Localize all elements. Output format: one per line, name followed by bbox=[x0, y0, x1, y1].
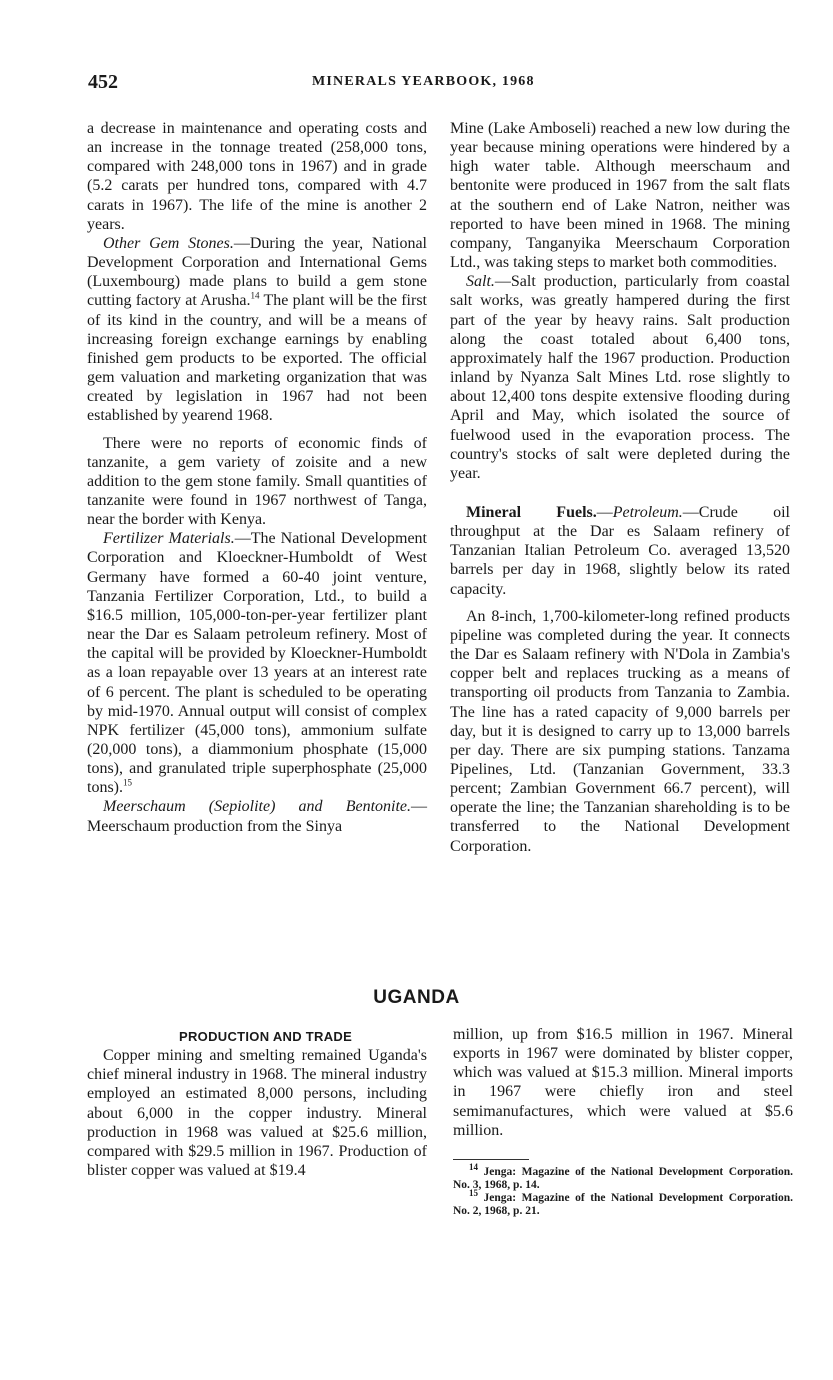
section-title: UGANDA bbox=[373, 987, 460, 1008]
right-column-bottom bbox=[453, 1025, 793, 1218]
left-column-top bbox=[87, 119, 427, 836]
paragraph-mineral-fuels bbox=[450, 503, 790, 599]
footnote-rule bbox=[453, 1159, 529, 1160]
paragraph: Mine (Lake Amboseli) reached a new low during the year because mining operations were hindered by a high water table. Although meerschaum and bentonite were produced in 1967 from the salt flats at the southern end of Lake Natron, neither was reported to have been mined in 1968. The mining company, Tanganyika Meerschaum Corporation Ltd., was taking steps to market both commodities. bbox=[450, 120, 790, 272]
left-column-bottom bbox=[87, 1025, 427, 1180]
paragraph-salt bbox=[450, 272, 790, 483]
paragraph: There were no reports of economic finds of tanzanite, a gem variety of zoisite and a new addition to the gem stone family. Small quantities of tanzanite were found in 1967 northwest of Tanga, near the border with Kenya. bbox=[87, 434, 427, 529]
paragraph-meerschaum bbox=[87, 797, 427, 835]
paragraph-text: —Salt production, particularly from coastal salt works, was greatly hampered during the first part of the year by heavy rains. Salt production along the coast totaled about 6,400 tons, approximately half the 1967 production. Production inland by Nyanza Salt Mines Ltd. rose slightly to about 12,400 tons despite extensive flooding during April and May, which isolated the source of fuelwood used in the evaporation process. The country's stocks of salt were depleted during the year. bbox=[450, 273, 790, 482]
run-in-heading: Other Gem Stones. bbox=[103, 234, 234, 252]
run-in-heading: Salt. bbox=[466, 273, 495, 291]
run-in-heading: Meerschaum (Sepiolite) and Bentonite. bbox=[103, 798, 411, 816]
section-heading: Mineral Fuels. bbox=[466, 503, 597, 521]
paragraph-fertilizer bbox=[87, 529, 427, 797]
paragraph-text: The plant will be the first of its kind in the country, and will be a means of increasing foreign exchange earnings by enabling finished gem products to be exported. The official gem valuation and marketing organization that was created by legislation in 1967 had not been established by yearend 1968. bbox=[87, 292, 428, 425]
subheading: PRODUCTION AND TRADE bbox=[179, 1029, 353, 1044]
footnote-text: Jenga: Magazine of the National Development Corporation. No. 2, 1968, p. 21. bbox=[453, 1191, 793, 1217]
footnote-number: 15 bbox=[469, 1188, 478, 1199]
page-number: 452 bbox=[88, 71, 118, 93]
run-in-heading: Fertilizer Materials. bbox=[103, 530, 235, 548]
paragraph-text: —During the year, National Development Corporation and International Gems (Luxembourg) made plans to build a gem stone cutting factory at Arusha. bbox=[87, 234, 427, 310]
paragraph-other-gem-stones bbox=[87, 234, 427, 426]
footnote-text: Jenga: Magazine of the National Development Corporation. No. 3, 1968, p. 14. bbox=[453, 1165, 793, 1191]
run-in-heading: Petroleum. bbox=[612, 503, 683, 521]
right-column-top bbox=[450, 119, 790, 856]
paragraph: million, up from $16.5 million in 1967. Mineral exports in 1967 were dominated by blister copper, which was valued at $15.3 million. Mineral imports in 1967 were chiefly iron and steel semimanufactures, which were valued at $5.6 million. bbox=[453, 1026, 793, 1139]
paragraph: Copper mining and smelting remained Uganda's chief mineral industry in 1968. The mineral industry employed an estimated 8,000 persons, including about 6,000 in the copper industry. Mineral production in 1968 was valued at $25.6 million, compared with $29.5 million in 1967. Production of blister copper was valued at $19.4 bbox=[87, 1047, 427, 1180]
paragraph: a decrease in maintenance and operating costs and an increase in the tonnage treated (258,000 tons, compared with 248,000 tons in 1967) and in grade (5.2 carats per hundred tons, compared with 4.7 carats in 1967). The life of the mine is another 2 years. bbox=[87, 120, 427, 233]
paragraph-text: —Crude oil throughput at the Dar es Salaam refinery of Tanzanian Italian Petroleum Co. averaged 13,520 barrels per day in 1968, slightly below its rated capacity. bbox=[450, 503, 790, 598]
paragraph-text: —Meerschaum production from the Sinya bbox=[87, 798, 427, 835]
footnote-ref: 14 bbox=[250, 291, 260, 302]
running-head: MINERALS YEARBOOK, 1968 bbox=[312, 74, 535, 89]
footnote-number: 14 bbox=[469, 1162, 478, 1173]
paragraph-text: —The National Development Corporation and Kloeckner-Humboldt of West Germany have formed a 60-40 joint venture, Tanzania Fertilizer Corporation, Ltd., to build a $16.5 million, 105,000-ton-per-year fertilizer plant near the Dar es Salaam petroleum refinery. Most of the capital will be provided by Kloeckner-Humboldt as a loan repayable over 13 years at an interest rate of 6 percent. The plant is scheduled to be operating by mid-1970. Annual output will consist of complex NPK fertilizer (45,000 tons), ammonium sulfate (20,000 tons), a diammonium phosphate (15,000 tons), and granulated triple superphosphate (25,000 tons). bbox=[87, 530, 427, 797]
footnote bbox=[453, 1188, 793, 1218]
dash: — bbox=[596, 503, 613, 521]
paragraph: An 8-inch, 1,700-kilometer-long refined products pipeline was completed during the year. It connects the Dar es Salaam refinery with N'Dola in Zambia's copper belt and replaces trucking as a means of transporting oil products from Tanzania to Zambia. The line has a rated capacity of 9,000 barrels per day, but it is designed to carry up to 13,000 barrels per day. There are six pumping stations. Tanzama Pipelines, Ltd. (Tanzanian Government, 33.3 percent; Zambian Government 66.7 percent), will operate the line; the Tanzanian shareholding is to be transferred to the National Development Corporation. bbox=[450, 607, 790, 855]
footnote bbox=[453, 1162, 793, 1192]
footnote-ref: 15 bbox=[123, 777, 132, 788]
